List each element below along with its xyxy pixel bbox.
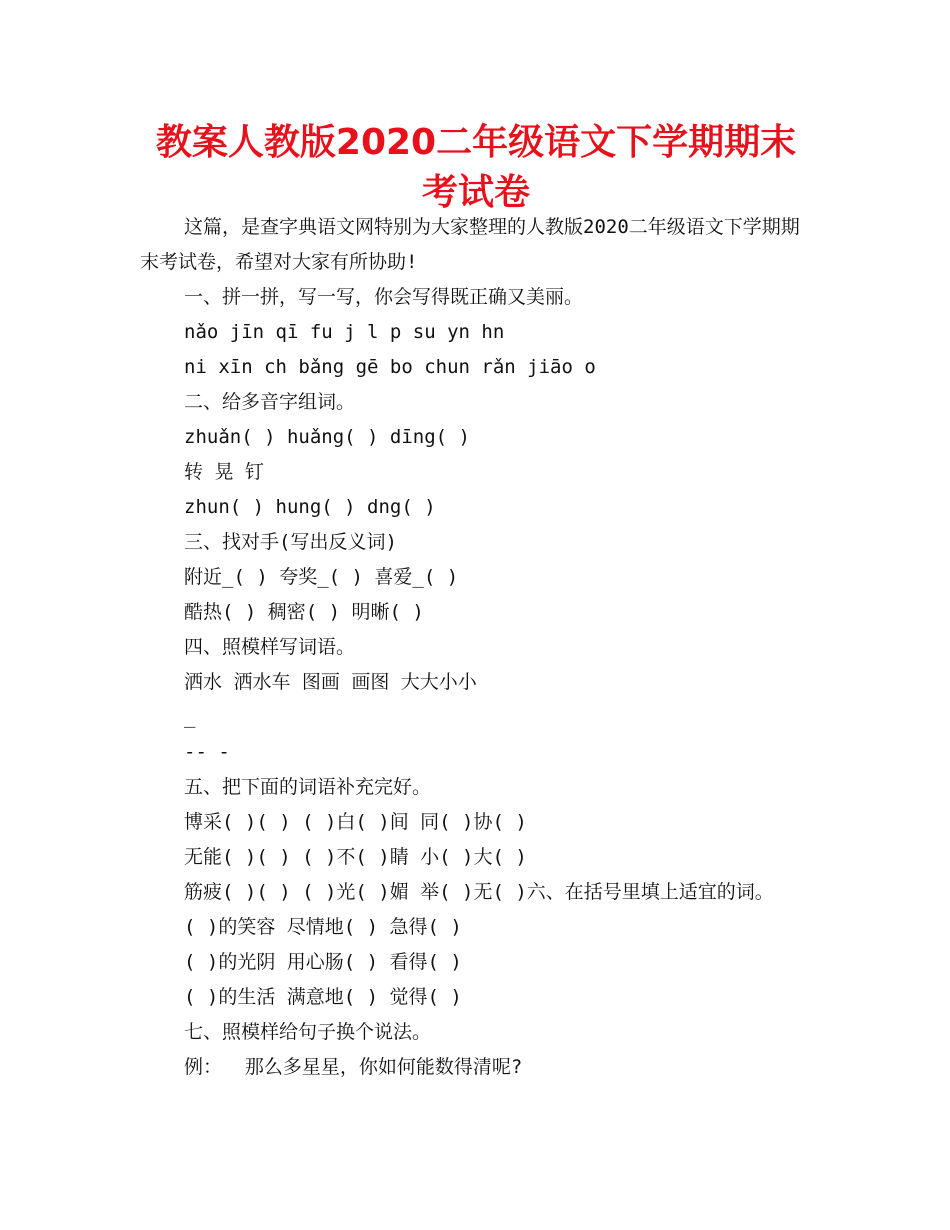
text-line: ( )的笑容 尽情地( ) 急得( ): [184, 916, 462, 938]
text-line: ( )的生活 满意地( ) 觉得( ): [184, 986, 462, 1008]
text-line: 酷热( ) 稠密( ) 明晰( ): [184, 601, 424, 623]
text-line: 洒水 洒水车 图画 画图 大大小小: [184, 671, 477, 693]
text-line: _: [184, 706, 196, 728]
text-line: 七、照模样给句子换个说法。: [184, 1021, 432, 1043]
text-line: ni xīn ch bǎng gē bo chun rǎn jiāo o: [184, 356, 596, 378]
text-line: 例： 那么多星星，你如何能数得清呢?: [184, 1056, 523, 1078]
text-line: 无能( )( ) ( )不( )睛 小( )大( ): [184, 846, 527, 868]
text-line: 三、找对手(写出反义词): [184, 531, 397, 553]
text-line: ( )的光阴 用心肠( ) 看得( ): [184, 951, 462, 973]
text-line: zhun( ) hung( ) dng( ): [184, 496, 436, 518]
text-line: 一、拼一拼，写一写，你会写得既正确又美丽。: [184, 286, 584, 308]
text-line: 四、照模样写词语。: [184, 636, 356, 658]
text-line: 转 晃 钉: [184, 461, 264, 483]
text-line: 五、把下面的词语补充完好。: [184, 776, 432, 798]
text-line: 附近_( ) 夸奖_( ) 喜爱_( ): [184, 566, 459, 588]
document-title: 教案人教版2020二年级语文下学期期末考试卷: [155, 122, 797, 213]
text-line: -- -: [184, 741, 230, 763]
text-line: 二、给多音字组词。: [184, 391, 356, 413]
text-line: 筋疲( )( ) ( )光( )媚 举( )无( )六、在括号里填上适宜的词。: [184, 881, 774, 903]
text-line: nǎo jīn qī fu j l p su yn hn: [184, 321, 505, 343]
intro-paragraph: 这篇，是查字典语文网特别为大家整理的人教版2020二年级语文下学期期末考试卷，希望对大家有所协助!: [140, 216, 800, 273]
text-line: 博采( )( ) ( )白( )间 同( )协( ): [184, 811, 527, 833]
document-body: [140, 210, 812, 1085]
text-line: zhuǎn( ) huǎng( ) dīng( ): [184, 426, 470, 448]
